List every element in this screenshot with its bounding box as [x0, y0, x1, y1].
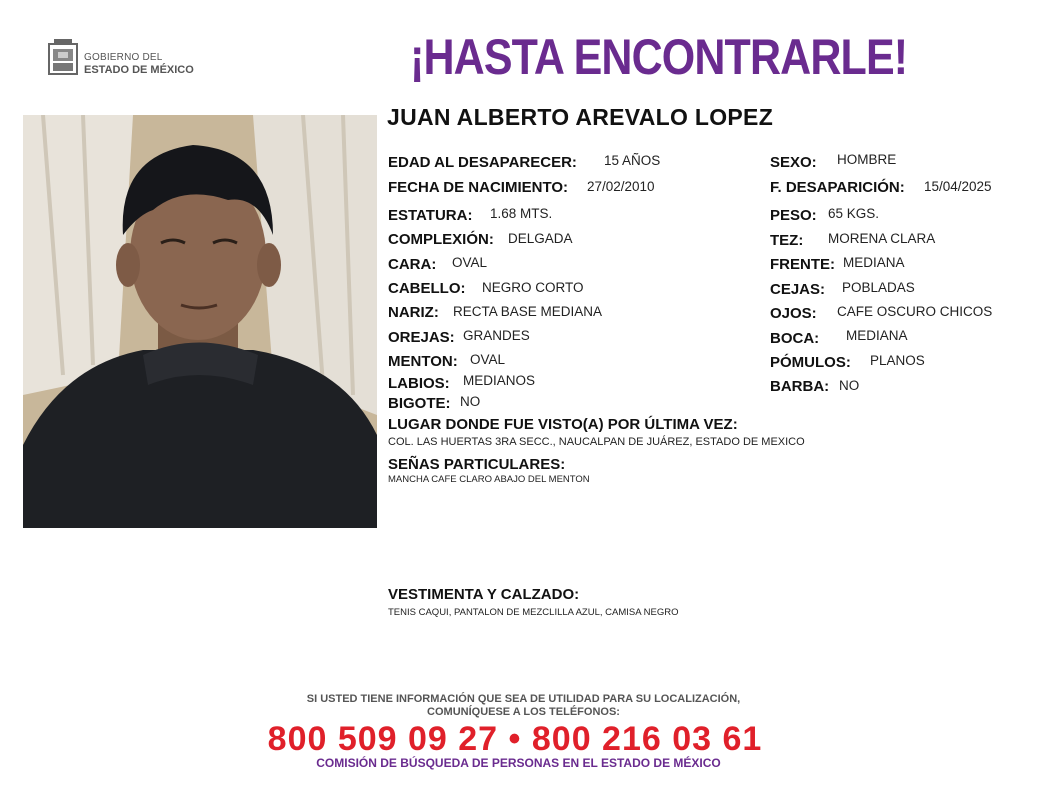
- menton-label: MENTON:: [388, 353, 458, 370]
- sexo-value: HOMBRE: [837, 152, 897, 167]
- ojos-value: CAFE OSCURO CHICOS: [837, 304, 993, 319]
- lugar-value: COL. LAS HUERTAS 3RA SECC., NAUCALPAN DE JUÁREZ, ESTADO DE MEXICO: [388, 436, 805, 448]
- senas-value: MANCHA CAFE CLARO ABAJO DEL MENTON: [388, 474, 590, 485]
- cabello-value: NEGRO CORTO: [482, 280, 584, 295]
- cejas-label: CEJAS:: [770, 281, 826, 298]
- person-photo-icon: [23, 115, 377, 528]
- frente-value: MEDIANA: [843, 255, 905, 270]
- person-name: JUAN ALBERTO AREVALO LOPEZ: [387, 104, 774, 130]
- edad-label: EDAD AL DESAPARECER:: [388, 154, 577, 171]
- labios-label: LABIOS:: [388, 375, 450, 392]
- headline: ¡HASTA ENCONTRARLE!: [410, 29, 908, 85]
- fecha-desaparicion-value: 15/04/2025: [924, 179, 992, 194]
- complexion-value: DELGADA: [508, 231, 573, 246]
- tez-label: TEZ:: [770, 232, 804, 249]
- lugar-label: LUGAR DONDE FUE VISTO(A) POR ÚLTIMA VEZ:: [388, 416, 738, 433]
- contact-note-line1: SI USTED TIENE INFORMACIÓN QUE SEA DE UTILIDAD PARA SU LOCALIZACIÓN,: [306, 693, 741, 705]
- tez-value: MORENA CLARA: [828, 231, 936, 246]
- cara-value: OVAL: [452, 255, 488, 270]
- peso-value: 65 KGS.: [828, 206, 880, 221]
- fecha-nacimiento-label: FECHA DE NACIMIENTO:: [388, 179, 568, 196]
- bigote-label: BIGOTE:: [388, 395, 451, 412]
- menton-value: OVAL: [470, 352, 506, 367]
- estatura-value: 1.68 MTS.: [490, 206, 553, 221]
- pomulos-value: PLANOS: [870, 353, 925, 368]
- cabello-label: CABELLO:: [388, 280, 466, 297]
- peso-label: PESO:: [770, 207, 817, 224]
- boca-value: MEDIANA: [846, 328, 908, 343]
- orejas-value: GRANDES: [463, 328, 530, 343]
- cara-label: CARA:: [388, 256, 437, 273]
- complexion-label: COMPLEXIÓN:: [388, 231, 494, 248]
- ojos-label: OJOS:: [770, 305, 817, 322]
- nariz-label: NARIZ:: [388, 304, 439, 321]
- barba-value: NO: [839, 378, 860, 393]
- agency-name: COMISIÓN DE BÚSQUEDA DE PERSONAS EN EL ESTADO DE MÉXICO: [316, 756, 721, 770]
- bigote-value: NO: [460, 394, 481, 409]
- frente-label: FRENTE:: [770, 256, 835, 273]
- orejas-label: OREJAS:: [388, 329, 455, 346]
- labios-value: MEDIANOS: [463, 373, 536, 388]
- state-seal-icon: [46, 38, 80, 76]
- sexo-label: SEXO:: [770, 154, 817, 171]
- barba-label: BARBA:: [770, 378, 830, 395]
- person-photo: [23, 115, 377, 528]
- contact-note: [0, 693, 1047, 719]
- government-logo: [46, 38, 206, 80]
- vestimenta-label: VESTIMENTA Y CALZADO:: [388, 586, 580, 603]
- cejas-value: POBLADAS: [842, 280, 915, 295]
- logo-line2: ESTADO DE MÉXICO: [84, 64, 194, 76]
- logo-line1: GOBIERNO DEL: [84, 52, 163, 63]
- vestimenta-value: TENIS CAQUI, PANTALON DE MEZCLILLA AZUL, CAMISA NEGRO: [388, 607, 679, 618]
- boca-label: BOCA:: [770, 330, 820, 347]
- fecha-desaparicion-label: F. DESAPARICIÓN:: [770, 179, 905, 196]
- fecha-nacimiento-value: 27/02/2010: [587, 179, 655, 194]
- nariz-value: RECTA BASE MEDIANA: [453, 304, 603, 319]
- contact-note-line2: COMUNÍQUESE A LOS TELÉFONOS:: [427, 706, 620, 718]
- estatura-label: ESTATURA:: [388, 207, 473, 224]
- phone-numbers: 800 509 09 27 • 800 216 03 61: [267, 720, 763, 758]
- pomulos-label: PÓMULOS:: [770, 354, 851, 371]
- senas-label: SEÑAS PARTICULARES:: [388, 456, 566, 473]
- edad-value: 15 AÑOS: [604, 153, 661, 168]
